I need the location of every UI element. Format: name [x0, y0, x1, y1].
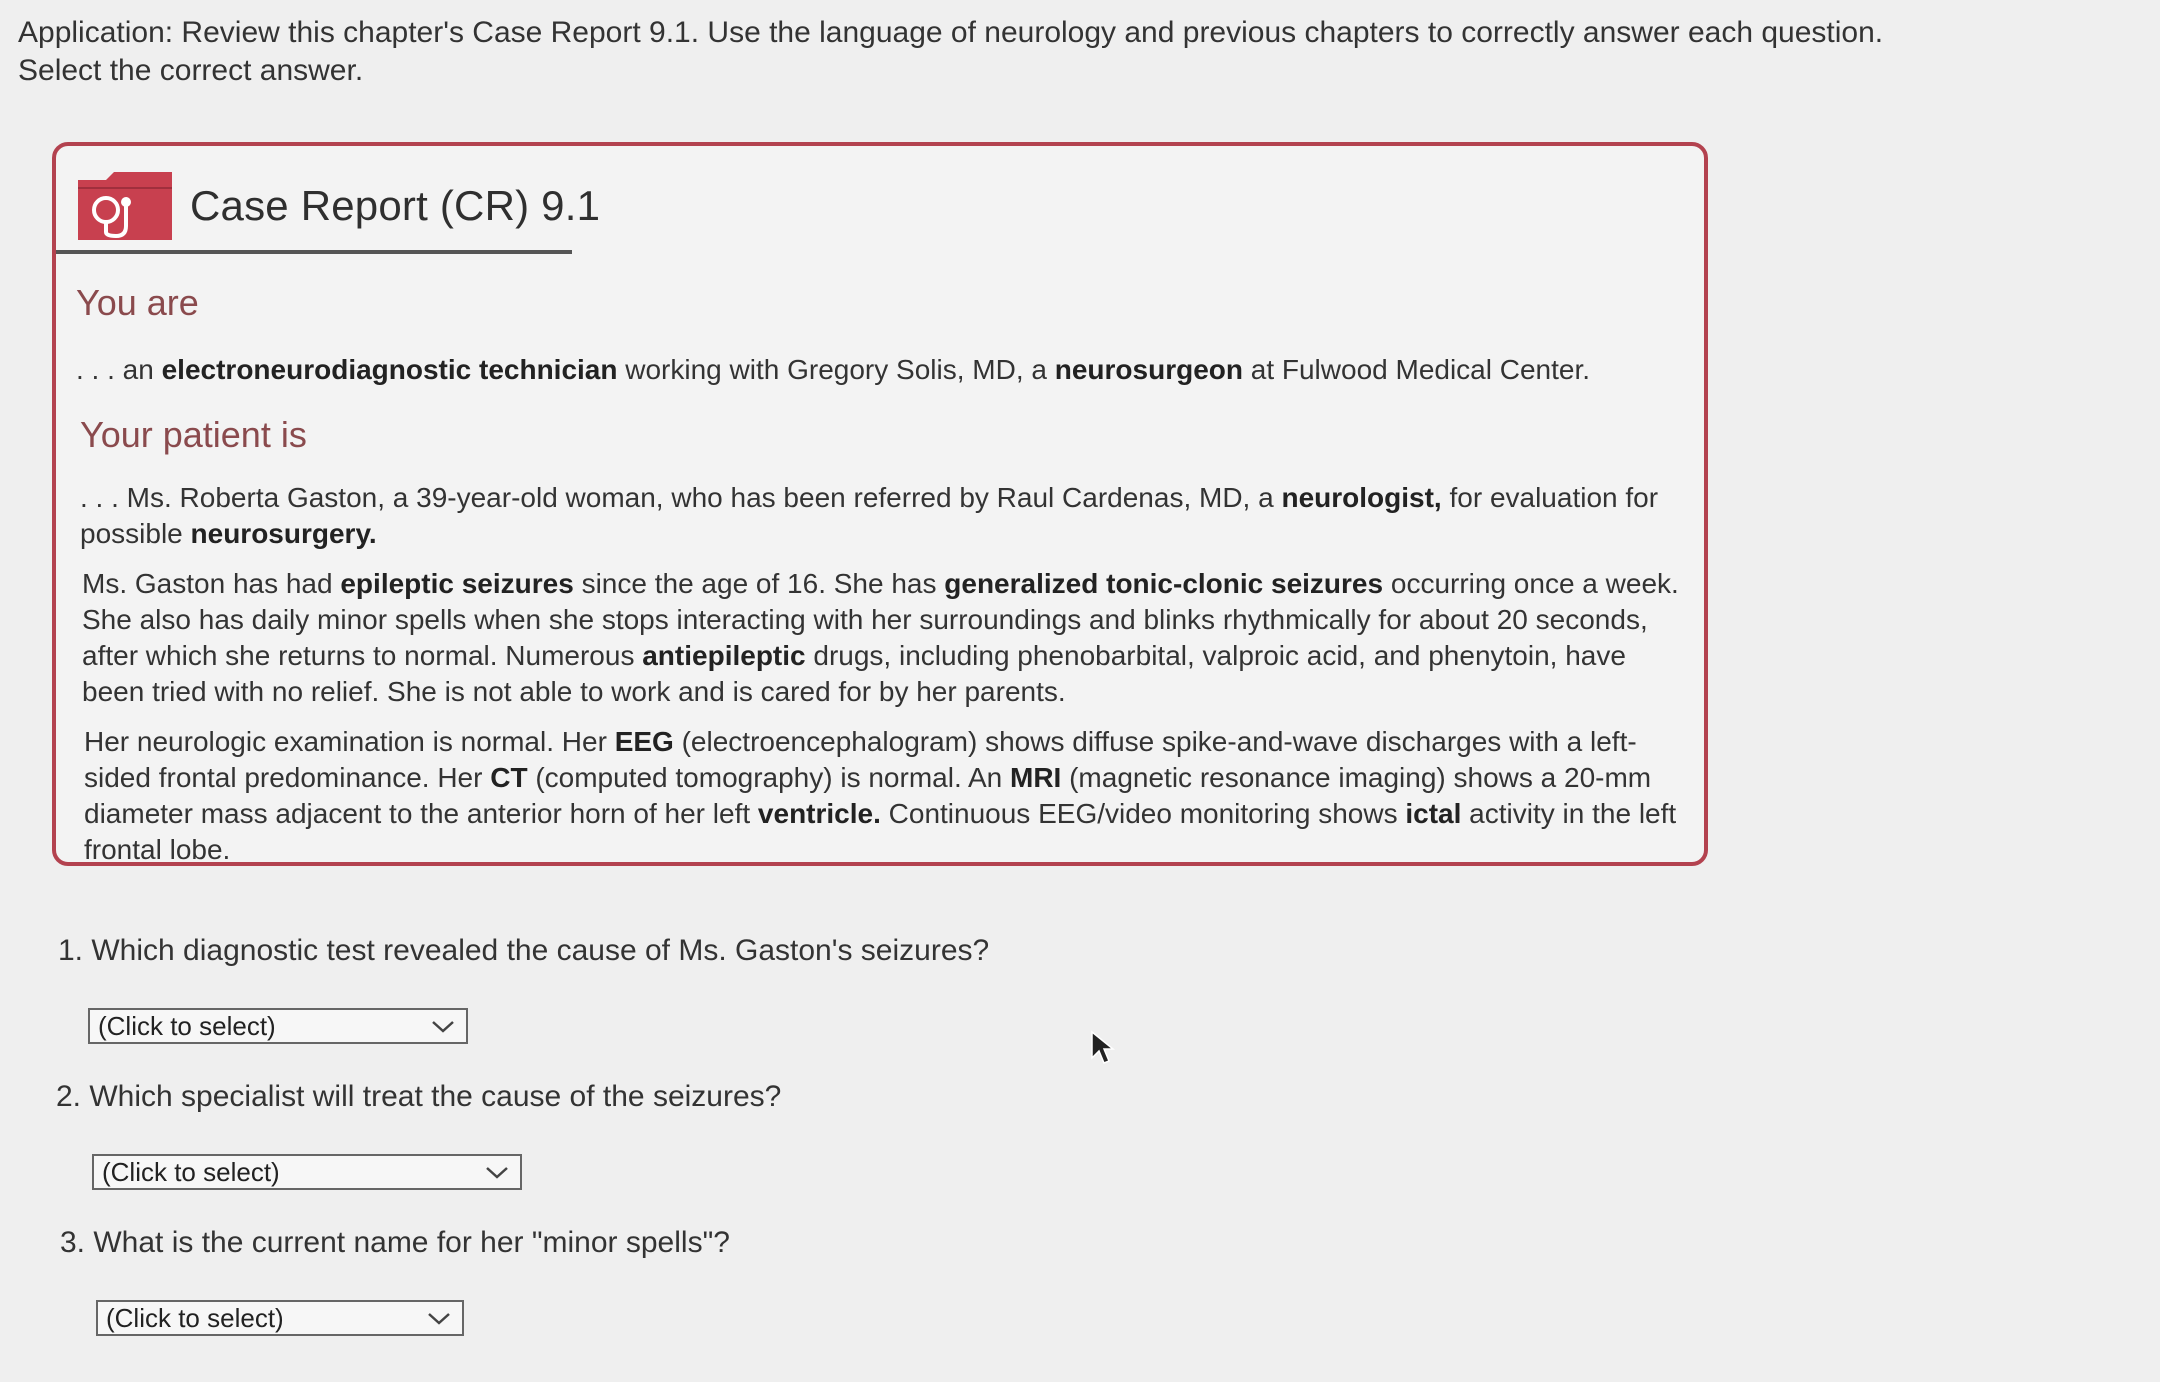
question-2-text: 2. Which specialist will treat the cause of the seizures? [56, 1080, 782, 1113]
chevron-down-icon [424, 1308, 454, 1328]
instructions-text: Application: Review this chapter's Case Report 9.1. Use the language of neurology and previous chapters to correctly answer each question. Select the correct answer. [18, 16, 1884, 87]
question-2-select-value: (Click to select) [102, 1156, 280, 1187]
question-1-select-value: (Click to select) [98, 1010, 276, 1041]
case-report-title: Case Report (CR) 9.1 [190, 182, 601, 229]
question-3-select-value: (Click to select) [106, 1302, 284, 1333]
mouse-cursor-icon [1090, 1030, 1116, 1066]
patient-heading: Your patient is [80, 414, 307, 455]
header-divider [56, 250, 572, 254]
question-2-select[interactable] [92, 1154, 522, 1190]
exam-text: Her neurologic examination is normal. Her EEG (electroencephalogram) shows diffuse spike-and-wave discharges with a left-sided frontal predominance. Her CT (computed tomography) is normal. An MRI (magnetic resonance imaging) shows a 20-mm diameter mass adjacent to the anterior horn of her left ventricle. Continuous EEG/video monitoring shows ictal activity in the left frontal lobe. [84, 726, 1677, 865]
case-report-header [76, 166, 600, 246]
you-are-heading: You are [76, 282, 199, 323]
chevron-down-icon [482, 1162, 512, 1182]
folder-stethoscope-icon [76, 170, 174, 242]
question-3-select[interactable] [96, 1300, 464, 1336]
history-text: Ms. Gaston has had epileptic seizures since the age of 16. She has generalized tonic-clonic seizures occurring once a week. She also has daily minor spells when she stops interacting with her surroundings and blinks rhythmically for about 20 seconds, after which she returns to normal. Numerous antiepileptic drugs, including phenobarbital, valproic acid, and phenytoin, have been tried with no relief. She is not able to work and is cared for by her parents. [82, 568, 1679, 707]
case-report-panel [52, 142, 1708, 866]
chevron-down-icon [428, 1016, 458, 1036]
question-3-text: 3. What is the current name for her "minor spells"? [60, 1226, 730, 1259]
patient-intro-text: . . . Ms. Roberta Gaston, a 39-year-old woman, who has been referred by Raul Cardenas, MD, a neurologist, for evaluation for possible neurosurgery. [80, 482, 1659, 549]
question-1-text: 1. Which diagnostic test revealed the cause of Ms. Gaston's seizures? [58, 934, 990, 967]
question-1-select[interactable] [88, 1008, 468, 1044]
you-are-text: . . . an electroneurodiagnostic technician working with Gregory Solis, MD, a neurosurgeon at Fulwood Medical Center. [76, 354, 1591, 385]
